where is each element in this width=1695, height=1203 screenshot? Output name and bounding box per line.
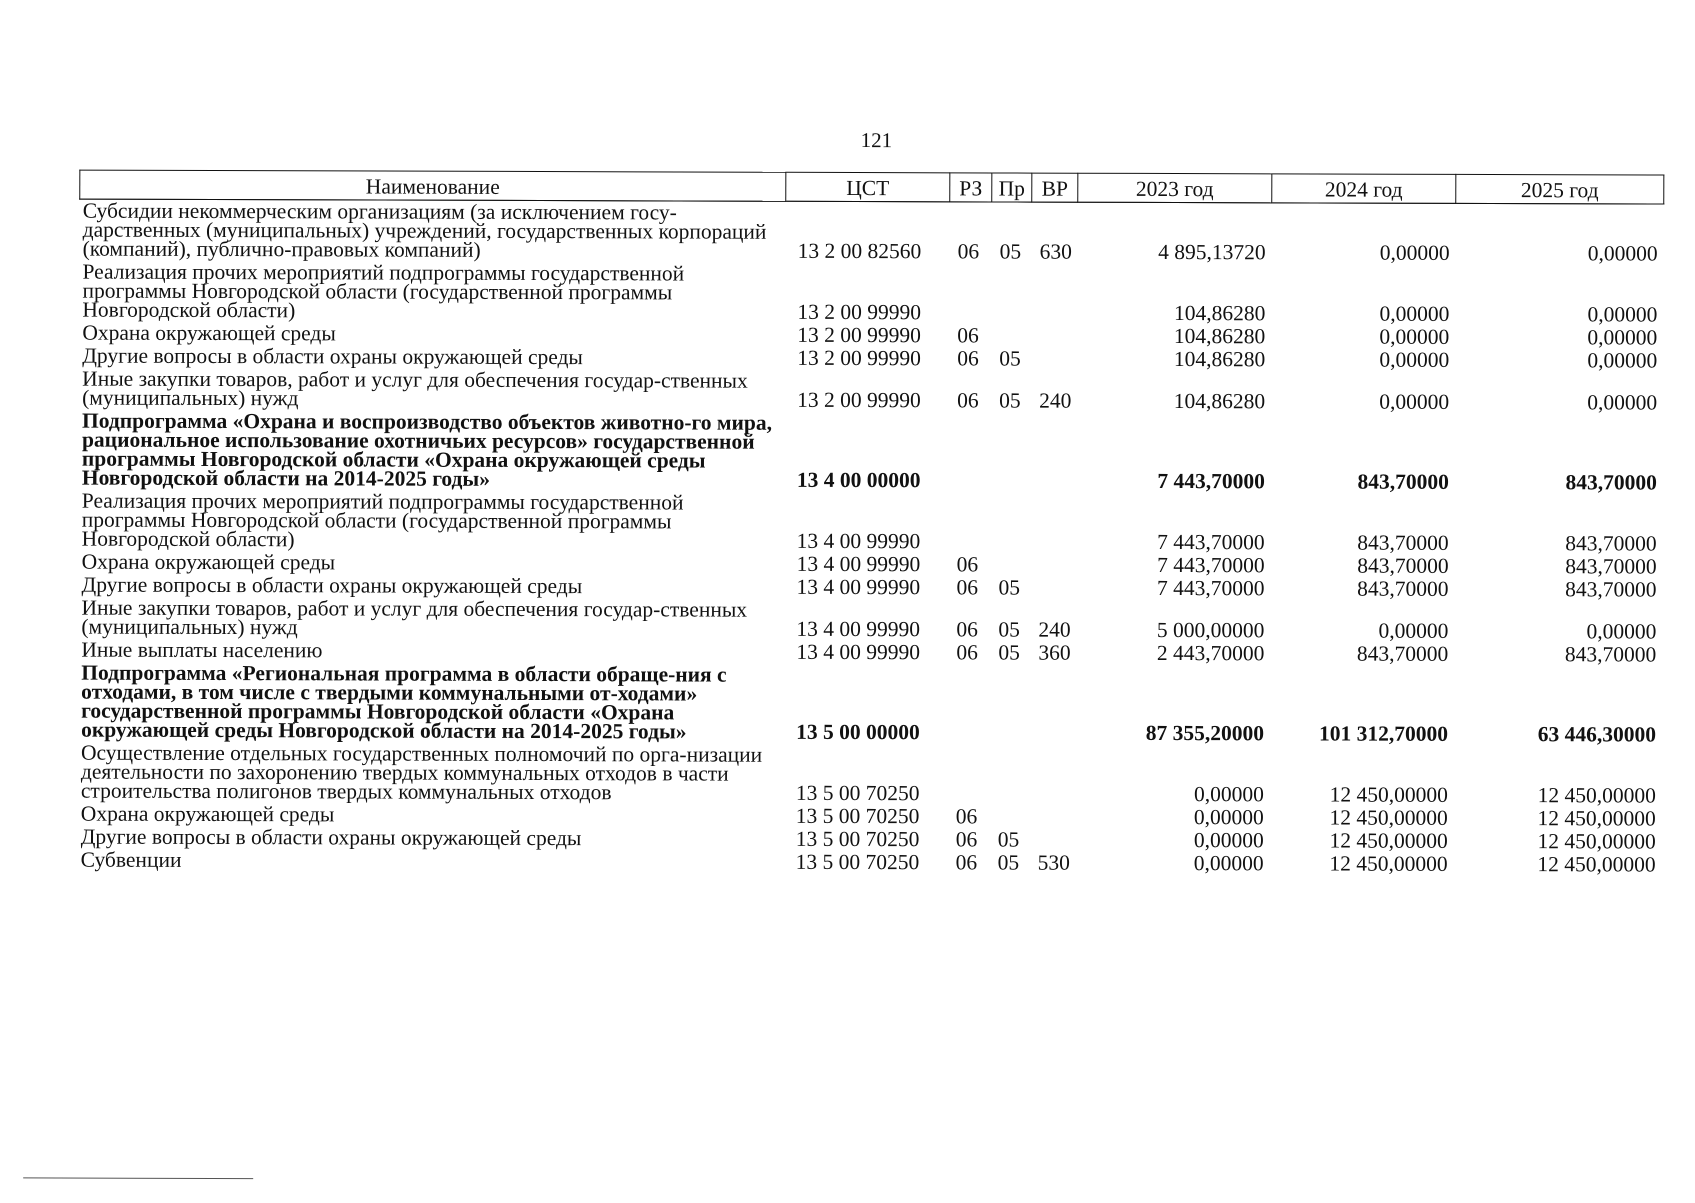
cell-y2025: 843,70000 <box>1564 642 1657 667</box>
cell-cst: 13 2 00 99990 <box>797 322 921 348</box>
cell-y2025: 843,70000 <box>1565 577 1657 602</box>
cell-cst: 13 2 00 99990 <box>797 345 921 371</box>
cell-y2025: 0,00000 <box>1587 390 1658 415</box>
cell-y2025: 12 450,00000 <box>1537 783 1656 808</box>
cell-y2025: 843,70000 <box>1565 531 1657 556</box>
cell-name: Охрана окружающей среды <box>81 549 336 575</box>
cell-name: Субвенции <box>80 847 182 872</box>
cell-vr <box>1030 806 1076 829</box>
cell-y2023: 104,86280 <box>1173 389 1266 414</box>
cell-rz: 06 <box>955 827 978 852</box>
cell-y2023: 4 895,13720 <box>1158 239 1266 265</box>
cell-rz: 06 <box>956 575 979 600</box>
cell-pr <box>991 553 1031 576</box>
cell-rz: 06 <box>956 640 978 665</box>
cell-pr: 05 <box>998 575 1021 600</box>
cell-y2024: 843,70000 <box>1357 530 1449 555</box>
table-row <box>79 368 1663 415</box>
cell-y2023: 7 443,70000 <box>1157 529 1265 555</box>
cell-y2024: 0,00000 <box>1379 389 1450 414</box>
cell-y2024: 0,00000 <box>1378 618 1449 643</box>
cell-y2025: 0,00000 <box>1587 302 1658 327</box>
cell-vr <box>1031 325 1077 348</box>
cell-y2025: 12 450,00000 <box>1537 852 1656 877</box>
cell-name: Охрана окружающей среды <box>80 801 335 827</box>
cell-rz: 06 <box>955 850 978 875</box>
cell-y2023: 104,86280 <box>1173 347 1266 372</box>
cell-rz: 06 <box>957 239 980 264</box>
cell-vr: 530 <box>1037 850 1070 875</box>
cell-pr <box>991 412 1031 492</box>
cell-pr: 05 <box>997 850 1020 875</box>
cell-vr: 240 <box>1039 388 1072 413</box>
cell-name: Реализация прочих мероприятий подпрограммы государственной программы Новгородской области (государственной программы Новгородской области) <box>81 488 684 552</box>
cell-name: Иные закупки товаров, работ и услуг для обеспечения государ-ственных (муниципальных) нужд <box>82 366 748 411</box>
header-2023: 2023 год <box>1078 173 1272 203</box>
cell-y2025: 0,00000 <box>1586 619 1657 644</box>
cell-vr <box>1030 745 1076 806</box>
cell-y2023: 87 355,20000 <box>1145 720 1265 746</box>
cell-vr: 630 <box>1039 239 1072 264</box>
cell-y2024: 101 312,70000 <box>1319 721 1449 746</box>
cell-y2023: 7 443,70000 <box>1157 575 1265 601</box>
table-row <box>78 662 1662 747</box>
table-row <box>78 742 1662 808</box>
cell-y2023: 0,00000 <box>1193 851 1264 876</box>
cell-vr <box>1030 829 1076 852</box>
cell-cst: 13 5 00 70250 <box>795 849 920 875</box>
cell-y2025: 0,00000 <box>1587 241 1658 266</box>
page-number: 121 <box>860 128 893 153</box>
cell-pr <box>991 492 1031 553</box>
cell-pr <box>991 324 1031 347</box>
cell-y2023: 0,00000 <box>1193 805 1264 830</box>
cell-vr: 240 <box>1038 617 1071 642</box>
cell-y2025: 843,70000 <box>1565 470 1657 495</box>
header-vr: ВР <box>1032 173 1078 202</box>
cell-cst: 13 5 00 70250 <box>795 803 920 829</box>
header-rz: РЗ <box>950 173 992 202</box>
cell-y2025: 63 446,30000 <box>1537 722 1657 747</box>
cell-vr <box>1030 665 1076 745</box>
cell-y2023: 0,00000 <box>1193 782 1264 807</box>
cell-y2024: 843,70000 <box>1357 576 1449 601</box>
cell-name: Охрана окружающей среды <box>82 320 336 346</box>
header-2025: 2025 год <box>1456 174 1664 204</box>
cell-rz <box>949 412 991 492</box>
cell-pr: 05 <box>999 346 1021 371</box>
cell-pr <box>990 744 1030 805</box>
cell-rz: 06 <box>957 323 979 348</box>
cell-pr: 05 <box>998 640 1020 665</box>
cell-cst: 13 2 00 99990 <box>797 387 921 413</box>
cell-cst: 13 5 00 70250 <box>795 780 920 806</box>
cell-cst: 13 4 00 99990 <box>796 639 920 665</box>
cell-name: Другие вопросы в области охраны окружающей среды <box>80 824 582 851</box>
cell-y2023: 0,00000 <box>1193 828 1264 853</box>
cell-y2023: 2 443,70000 <box>1156 640 1265 666</box>
cell-name: Другие вопросы в области охраны окружающей среды <box>82 343 583 370</box>
cell-rz <box>948 744 990 805</box>
cell-name: Иные закупки товаров, работ и услуг для обеспечения государ-ственных (муниципальных) нужд <box>81 595 748 640</box>
cell-cst: 13 2 00 82560 <box>797 238 922 264</box>
cell-cst: 13 4 00 99990 <box>796 551 921 577</box>
cell-rz <box>949 263 991 324</box>
cell-y2024: 12 450,00000 <box>1329 851 1448 876</box>
cell-vr: 360 <box>1038 640 1071 665</box>
cell-vr <box>1031 413 1077 493</box>
cell-name: Реализация прочих мероприятий подпрограммы государственной программы Новгородской области (государственной программы Новгородской области) <box>82 259 685 323</box>
cell-y2023: 5 000,00000 <box>1156 617 1265 643</box>
cell-vr <box>1031 554 1077 577</box>
table-row <box>79 410 1663 495</box>
cell-y2024: 0,00000 <box>1379 240 1450 265</box>
cell-vr <box>1031 348 1077 371</box>
cell-cst: 13 4 00 99990 <box>796 528 921 554</box>
cell-rz: 06 <box>956 552 979 577</box>
cell-vr <box>1031 493 1077 554</box>
cell-vr <box>1031 577 1077 600</box>
cell-y2024: 843,70000 <box>1357 553 1449 578</box>
cell-y2024: 0,00000 <box>1379 324 1450 349</box>
cell-y2025: 843,70000 <box>1565 554 1657 579</box>
cell-y2025: 0,00000 <box>1587 348 1658 373</box>
cell-pr: 05 <box>998 617 1020 642</box>
cell-cst: 13 2 00 99990 <box>797 299 922 325</box>
header-cst: ЦСТ <box>786 172 950 202</box>
table-row <box>80 199 1664 265</box>
table-row <box>79 490 1663 556</box>
header-2024: 2024 год <box>1272 174 1456 204</box>
cell-pr: 05 <box>999 388 1021 413</box>
cell-y2023: 7 443,70000 <box>1157 468 1265 494</box>
cell-rz: 06 <box>956 617 978 642</box>
footer-divider <box>23 1177 253 1179</box>
cell-pr: 05 <box>999 239 1022 264</box>
cell-rz <box>948 664 990 744</box>
table-row <box>78 849 1662 877</box>
cell-y2023: 104,86280 <box>1173 324 1266 349</box>
cell-pr <box>990 805 1030 828</box>
header-pr: Пр <box>992 173 1032 202</box>
cell-y2023: 104,86280 <box>1173 301 1266 326</box>
header-name: Наименование <box>80 170 786 201</box>
cell-y2025: 12 450,00000 <box>1537 806 1656 831</box>
table-row <box>79 261 1663 327</box>
cell-y2024: 12 450,00000 <box>1329 828 1448 853</box>
cell-y2023: 7 443,70000 <box>1157 552 1265 578</box>
table-row <box>78 597 1662 644</box>
table-body <box>78 199 1664 876</box>
cell-y2025: 0,00000 <box>1587 325 1658 350</box>
cell-name: Субсидии некоммерческим организациям (за исключением госу-дарственных (муниципальных) учреждений, государственных корпораций (компаний), публично-правовых компаний) <box>82 198 767 262</box>
cell-rz <box>949 492 991 553</box>
cell-name: Подпрограмма «Охрана и воспроизводство объектов животно-го мира, рациональное использование охотничьих ресурсов» государственной программы Новгородской области «Охрана окружающей среды Новгородской области на 2014-2025 годы» <box>81 408 773 491</box>
cell-y2025: 12 450,00000 <box>1537 829 1656 854</box>
cell-y2024: 843,70000 <box>1357 469 1449 494</box>
cell-pr <box>991 263 1031 324</box>
cell-cst: 13 4 00 99990 <box>796 574 921 600</box>
cell-rz: 06 <box>955 804 978 829</box>
cell-vr <box>1031 264 1077 325</box>
cell-pr <box>990 664 1030 744</box>
cell-name: Осуществление отдельных государственных полномочий по орга-низации деятельности по захоронению твердых коммунальных отходов в части строительства полигонов твердых коммунальных отходов <box>80 740 763 805</box>
cell-y2024: 0,00000 <box>1379 347 1450 372</box>
cell-pr: 05 <box>997 827 1020 852</box>
cell-rz: 06 <box>957 388 979 413</box>
cell-rz: 06 <box>957 346 979 371</box>
cell-cst: 13 5 00 70250 <box>795 826 920 852</box>
cell-y2024: 0,00000 <box>1379 301 1450 326</box>
cell-y2024: 12 450,00000 <box>1329 782 1448 807</box>
budget-table <box>77 170 1664 877</box>
cell-y2024: 12 450,00000 <box>1329 805 1448 830</box>
cell-cst: 13 4 00 00000 <box>796 467 921 493</box>
cell-y2024: 843,70000 <box>1356 641 1449 666</box>
cell-cst: 13 4 00 99990 <box>796 616 921 642</box>
cell-name: Другие вопросы в области охраны окружающей среды <box>81 572 583 599</box>
cell-name: Подпрограмма «Региональная программа в области обраще-ния с отходами, в том числе с твердыми коммунальными от-ходами» государственной программы Новгородской области «Охрана окружающей среды Новгородской области на 2014-2025 годы» <box>81 660 727 744</box>
cell-cst: 13 5 00 00000 <box>796 719 920 745</box>
cell-name: Иные выплаты населению <box>81 637 323 663</box>
